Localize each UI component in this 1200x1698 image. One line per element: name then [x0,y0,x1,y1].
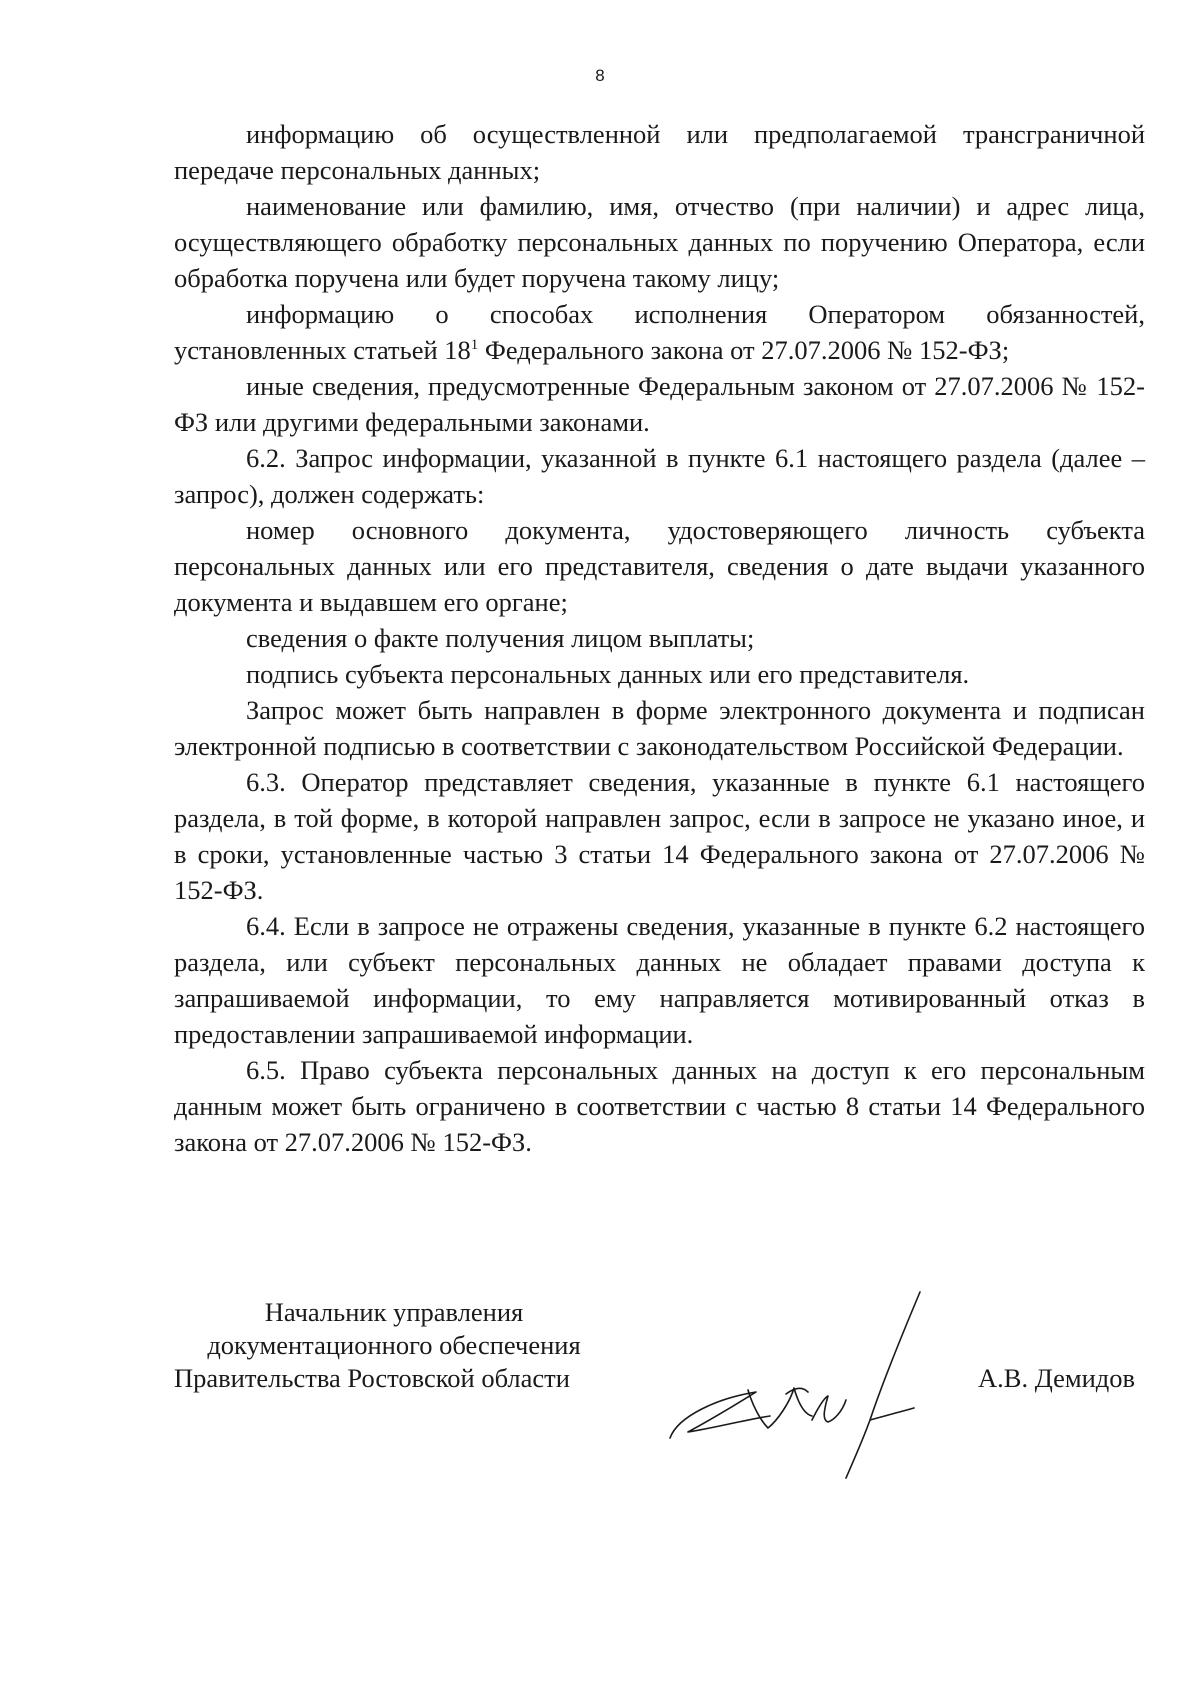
paragraph: наименование или фамилию, имя, отчество (при наличии) и адрес лица, осуществляющего обработку персональных данных по поручению Оператора, если обработка поручена или будет поручена такому лицу; [174,191,1145,293]
signatory-position [174,1296,614,1395]
signatory-name: А.В. Демидов [978,1363,1136,1393]
paragraph: Запрос может быть направлен в форме электронного документа и подписан электронной подписью в соответствии с законодательством Российской Федерации. [174,695,1145,761]
article-superscript: 1 [470,337,479,353]
signatory-position-line: документационного обеспечения [207,1330,581,1360]
paragraph-text: Федерального закона от 27.07.2006 № 152-ФЗ; [478,335,1010,365]
paragraph: информацию об осуществленной или предполагаемой трансграничной передаче персональных данных; [174,119,1145,185]
paragraph: 6.3. Оператор представляет сведения, указанные в пункте 6.1 настоящего раздела, в той форме, в которой направлен запрос, если в запросе не указано иное, и в сроки, установленные частью 3 статьи 14 Федерального закона от 27.07.2006 № 152-ФЗ. [174,767,1145,905]
handwritten-signature [648,1270,948,1480]
paragraph: иные сведения, предусмотренные Федеральным законом от 27.07.2006 № 152-ФЗ или другими федеральными законами. [174,371,1145,437]
paragraph: 6.5. Право субъекта персональных данных на доступ к его персональным данным может быть ограничено в соответствии с частью 8 статьи 14 Федерального закона от 27.07.2006 № 152-ФЗ. [174,1055,1145,1157]
paragraph: 6.4. Если в запросе не отражены сведения, указанные в пункте 6.2 настоящего раздела, или субъект персональных данных не обладает правами доступа к запрашиваемой информации, то ему направляется мотивированный отказ в предоставлении запрашиваемой информации. [174,911,1145,1049]
signatory-position-line: Правительства Ростовской области [174,1363,570,1393]
document-body [174,116,1145,1160]
paragraph [174,296,1145,368]
paragraph-text: информацию о способах исполнения Оператором обязанностей, установленных статьей 18 [174,299,1145,365]
paragraph: подпись субъекта персональных данных или его представителя. [246,659,970,689]
paragraph: 6.2. Запрос информации, указанной в пункте 6.1 настоящего раздела (далее – запрос), должен содержать: [174,443,1145,509]
signatory-position-line: Начальник управления [264,1297,524,1327]
signature-block [0,1296,1200,1476]
paragraph: номер основного документа, удостоверяющего личность субъекта персональных данных или его представителя, сведения о дате выдачи указанного документа и выдавшем его органе; [174,515,1145,617]
paragraph: сведения о факте получения лицом выплаты; [246,623,755,653]
page-number: 8 [595,66,605,85]
